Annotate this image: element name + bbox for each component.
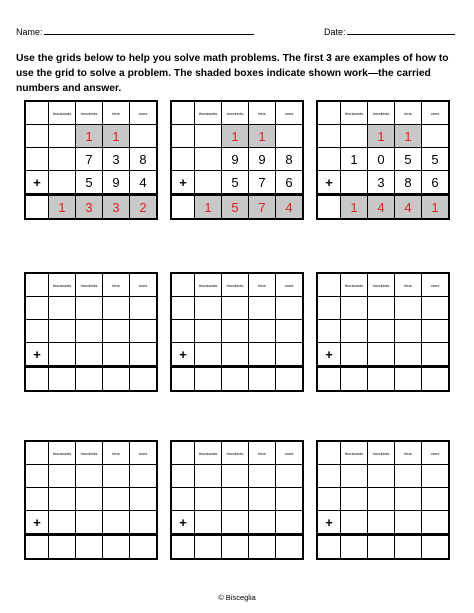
blank-digit-cell[interactable] bbox=[130, 320, 158, 343]
copyright-footer: © Bisceglia bbox=[218, 593, 256, 602]
blank-digit-cell[interactable] bbox=[368, 511, 395, 535]
answer-digit-cell: 4 bbox=[276, 195, 304, 220]
column-header-thousands: thousands bbox=[195, 273, 222, 297]
addend-row bbox=[171, 343, 303, 367]
carry-digit-cell: 1 bbox=[368, 125, 395, 148]
digit-cell: 6 bbox=[276, 171, 304, 195]
blank-digit-cell[interactable] bbox=[130, 125, 158, 148]
column-header-tens: tens bbox=[395, 101, 422, 125]
blank-digit-cell[interactable] bbox=[49, 148, 76, 171]
blank-digit-cell[interactable] bbox=[222, 320, 249, 343]
column-header-hundreds: hundreds bbox=[76, 441, 103, 465]
blank-digit-cell[interactable] bbox=[49, 320, 76, 343]
blank-digit-cell[interactable] bbox=[76, 465, 103, 488]
blank-digit-cell[interactable] bbox=[195, 511, 222, 535]
column-header-tens: tens bbox=[395, 441, 422, 465]
plus-sign: + bbox=[25, 171, 49, 195]
digit-cell: 9 bbox=[249, 148, 276, 171]
column-header-row bbox=[317, 101, 449, 125]
blank-digit-cell[interactable] bbox=[195, 535, 222, 560]
column-header-tens: tens bbox=[103, 273, 130, 297]
addend-row bbox=[171, 320, 303, 343]
date-line[interactable] bbox=[347, 26, 455, 35]
column-header-thousands: thousands bbox=[49, 101, 76, 125]
column-header-tens: tens bbox=[395, 273, 422, 297]
plus-sign: + bbox=[317, 343, 341, 367]
operator-cell bbox=[317, 297, 341, 320]
column-header-ones: ones bbox=[130, 441, 158, 465]
blank-digit-cell[interactable] bbox=[49, 535, 76, 560]
blank-digit-cell[interactable] bbox=[49, 297, 76, 320]
column-header-ones: ones bbox=[276, 273, 304, 297]
digit-cell: 6 bbox=[422, 171, 450, 195]
column-header-hundreds: hundreds bbox=[76, 273, 103, 297]
digit-cell: 7 bbox=[249, 171, 276, 195]
blank-digit-cell[interactable] bbox=[422, 343, 450, 367]
column-header-thousands: thousands bbox=[341, 441, 368, 465]
blank-digit-cell[interactable] bbox=[76, 297, 103, 320]
answer-digit-cell: 3 bbox=[103, 195, 130, 220]
blank-digit-cell[interactable] bbox=[249, 535, 276, 560]
answer-digit-cell: 4 bbox=[395, 195, 422, 220]
column-header-hundreds: hundreds bbox=[222, 101, 249, 125]
column-header-tens: tens bbox=[249, 101, 276, 125]
corner-cell bbox=[171, 273, 195, 297]
blank-digit-cell[interactable] bbox=[195, 320, 222, 343]
blank-digit-cell[interactable] bbox=[368, 535, 395, 560]
addend-row bbox=[25, 343, 157, 367]
corner-cell bbox=[317, 441, 341, 465]
addend-row bbox=[25, 511, 157, 535]
addend-row bbox=[317, 171, 449, 195]
column-header-thousands: thousands bbox=[195, 101, 222, 125]
blank-digit-cell[interactable] bbox=[49, 367, 76, 392]
blank-digit-cell[interactable] bbox=[276, 465, 304, 488]
operator-cell bbox=[171, 367, 195, 392]
column-header-row bbox=[171, 101, 303, 125]
addend-row bbox=[317, 148, 449, 171]
name-row bbox=[16, 26, 254, 37]
column-header-tens: tens bbox=[249, 273, 276, 297]
corner-cell bbox=[171, 101, 195, 125]
blank-digit-cell[interactable] bbox=[195, 488, 222, 511]
column-header-ones: ones bbox=[276, 101, 304, 125]
answer-row bbox=[317, 535, 449, 560]
plus-sign: + bbox=[171, 171, 195, 195]
blank-digit-cell[interactable] bbox=[422, 367, 450, 392]
operator-cell bbox=[25, 148, 49, 171]
answer-digit-cell: 1 bbox=[422, 195, 450, 220]
blank-digit-cell[interactable] bbox=[422, 297, 450, 320]
blank-digit-cell[interactable] bbox=[395, 511, 422, 535]
blank-digit-cell[interactable] bbox=[76, 343, 103, 367]
blank-digit-cell[interactable] bbox=[395, 343, 422, 367]
column-header-ones: ones bbox=[422, 101, 450, 125]
column-header-ones: ones bbox=[130, 101, 158, 125]
digit-cell: 9 bbox=[103, 171, 130, 195]
blank-digit-cell[interactable] bbox=[276, 297, 304, 320]
addend-row bbox=[317, 320, 449, 343]
blank-digit-cell[interactable] bbox=[249, 297, 276, 320]
blank-digit-cell[interactable] bbox=[422, 125, 450, 148]
blank-digit-cell[interactable] bbox=[49, 511, 76, 535]
blank-digit-cell[interactable] bbox=[222, 465, 249, 488]
operator-cell bbox=[317, 125, 341, 148]
blank-digit-cell[interactable] bbox=[368, 488, 395, 511]
name-label: Name: bbox=[16, 27, 43, 37]
answer-digit-cell: 4 bbox=[368, 195, 395, 220]
blank-digit-cell[interactable] bbox=[49, 125, 76, 148]
column-header-thousands: thousands bbox=[341, 101, 368, 125]
operator-cell bbox=[171, 297, 195, 320]
digit-cell: 8 bbox=[276, 148, 304, 171]
column-header-hundreds: hundreds bbox=[368, 441, 395, 465]
column-header-hundreds: hundreds bbox=[222, 441, 249, 465]
blank-digit-cell[interactable] bbox=[222, 343, 249, 367]
answer-row bbox=[25, 535, 157, 560]
plus-sign: + bbox=[25, 343, 49, 367]
carry-digit-cell: 1 bbox=[76, 125, 103, 148]
corner-cell bbox=[171, 441, 195, 465]
blank-digit-cell[interactable] bbox=[422, 320, 450, 343]
operator-cell bbox=[171, 320, 195, 343]
operator-cell bbox=[25, 535, 49, 560]
digit-cell: 8 bbox=[130, 148, 158, 171]
digit-cell: 1 bbox=[341, 148, 368, 171]
operator-cell bbox=[317, 195, 341, 220]
blank-digit-cell[interactable] bbox=[49, 343, 76, 367]
blank-digit-cell[interactable] bbox=[341, 297, 368, 320]
operator-cell bbox=[25, 297, 49, 320]
addend-row bbox=[171, 171, 303, 195]
carry-row bbox=[171, 125, 303, 148]
answer-digit-cell: 5 bbox=[222, 195, 249, 220]
digit-cell: 3 bbox=[368, 171, 395, 195]
operator-cell bbox=[317, 367, 341, 392]
blank-digit-cell[interactable] bbox=[395, 465, 422, 488]
blank-digit-cell[interactable] bbox=[341, 320, 368, 343]
column-header-tens: tens bbox=[249, 441, 276, 465]
blank-digit-cell[interactable] bbox=[395, 488, 422, 511]
blank-digit-cell[interactable] bbox=[195, 465, 222, 488]
blank-digit-cell[interactable] bbox=[422, 488, 450, 511]
answer-digit-cell: 3 bbox=[76, 195, 103, 220]
blank-digit-cell[interactable] bbox=[130, 535, 158, 560]
date-label: Date: bbox=[324, 27, 346, 37]
blank-digit-cell[interactable] bbox=[249, 511, 276, 535]
name-line[interactable] bbox=[44, 26, 254, 35]
blank-digit-cell[interactable] bbox=[222, 367, 249, 392]
addition-grid-6 bbox=[316, 272, 450, 392]
blank-digit-cell[interactable] bbox=[195, 367, 222, 392]
blank-digit-cell[interactable] bbox=[76, 367, 103, 392]
column-header-row bbox=[25, 273, 157, 297]
column-header-tens: tens bbox=[103, 441, 130, 465]
blank-digit-cell[interactable] bbox=[276, 535, 304, 560]
blank-digit-cell[interactable] bbox=[368, 297, 395, 320]
digit-cell: 7 bbox=[76, 148, 103, 171]
addition-grid-2 bbox=[170, 100, 304, 220]
answer-row bbox=[25, 367, 157, 392]
blank-digit-cell[interactable] bbox=[276, 320, 304, 343]
blank-digit-cell[interactable] bbox=[276, 125, 304, 148]
blank-digit-cell[interactable] bbox=[276, 343, 304, 367]
column-header-row bbox=[317, 441, 449, 465]
addend-row bbox=[25, 148, 157, 171]
blank-digit-cell[interactable] bbox=[341, 488, 368, 511]
blank-digit-cell[interactable] bbox=[103, 465, 130, 488]
addition-grid-9 bbox=[316, 440, 450, 560]
digit-cell: 5 bbox=[422, 148, 450, 171]
answer-row bbox=[25, 195, 157, 220]
operator-cell bbox=[171, 148, 195, 171]
addition-grid-3 bbox=[316, 100, 450, 220]
carry-digit-cell: 1 bbox=[222, 125, 249, 148]
column-header-ones: ones bbox=[130, 273, 158, 297]
blank-digit-cell[interactable] bbox=[76, 535, 103, 560]
blank-digit-cell[interactable] bbox=[249, 465, 276, 488]
blank-digit-cell[interactable] bbox=[222, 297, 249, 320]
blank-digit-cell[interactable] bbox=[76, 488, 103, 511]
blank-digit-cell[interactable] bbox=[130, 367, 158, 392]
blank-digit-cell[interactable] bbox=[130, 488, 158, 511]
operator-cell bbox=[25, 367, 49, 392]
blank-digit-cell[interactable] bbox=[195, 297, 222, 320]
carry-row bbox=[317, 465, 449, 488]
blank-digit-cell[interactable] bbox=[49, 171, 76, 195]
operator-cell bbox=[25, 195, 49, 220]
operator-cell bbox=[317, 320, 341, 343]
blank-digit-cell[interactable] bbox=[195, 125, 222, 148]
addition-grid-1 bbox=[24, 100, 158, 220]
blank-digit-cell[interactable] bbox=[130, 297, 158, 320]
blank-digit-cell[interactable] bbox=[195, 148, 222, 171]
blank-digit-cell[interactable] bbox=[49, 465, 76, 488]
operator-cell bbox=[171, 125, 195, 148]
column-header-hundreds: hundreds bbox=[76, 101, 103, 125]
addend-row bbox=[317, 488, 449, 511]
answer-digit-cell: 1 bbox=[341, 195, 368, 220]
answer-row bbox=[171, 535, 303, 560]
column-header-row bbox=[25, 441, 157, 465]
carry-row bbox=[25, 125, 157, 148]
blank-digit-cell[interactable] bbox=[103, 535, 130, 560]
blank-digit-cell[interactable] bbox=[341, 125, 368, 148]
blank-digit-cell[interactable] bbox=[341, 367, 368, 392]
blank-digit-cell[interactable] bbox=[130, 465, 158, 488]
blank-digit-cell[interactable] bbox=[103, 488, 130, 511]
blank-digit-cell[interactable] bbox=[341, 465, 368, 488]
addend-row bbox=[171, 511, 303, 535]
column-header-ones: ones bbox=[276, 441, 304, 465]
column-header-thousands: thousands bbox=[49, 273, 76, 297]
operator-cell bbox=[25, 465, 49, 488]
digit-cell: 5 bbox=[222, 171, 249, 195]
carry-row bbox=[171, 297, 303, 320]
blank-digit-cell[interactable] bbox=[103, 367, 130, 392]
instructions: Use the grids below to help you solve math problems. The first 3 are examples of how to use the grid to solve a problem. The shaded boxes indicate shown work—the carried numbers and answer. bbox=[16, 53, 449, 94]
blank-digit-cell[interactable] bbox=[368, 343, 395, 367]
blank-digit-cell[interactable] bbox=[341, 535, 368, 560]
addend-row bbox=[317, 343, 449, 367]
blank-digit-cell[interactable] bbox=[341, 511, 368, 535]
blank-digit-cell[interactable] bbox=[103, 343, 130, 367]
plus-sign: + bbox=[171, 511, 195, 535]
answer-row bbox=[317, 367, 449, 392]
operator-cell bbox=[317, 535, 341, 560]
date-row bbox=[324, 26, 455, 37]
digit-cell: 5 bbox=[76, 171, 103, 195]
addend-row bbox=[171, 488, 303, 511]
column-header-row bbox=[171, 273, 303, 297]
column-header-hundreds: hundreds bbox=[368, 101, 395, 125]
blank-digit-cell[interactable] bbox=[341, 171, 368, 195]
blank-digit-cell[interactable] bbox=[368, 465, 395, 488]
addend-row bbox=[171, 148, 303, 171]
answer-row bbox=[171, 367, 303, 392]
corner-cell bbox=[317, 101, 341, 125]
addend-row bbox=[25, 488, 157, 511]
operator-cell bbox=[171, 465, 195, 488]
answer-row bbox=[317, 195, 449, 220]
digit-cell: 8 bbox=[395, 171, 422, 195]
blank-digit-cell[interactable] bbox=[395, 535, 422, 560]
addition-grid-7 bbox=[24, 440, 158, 560]
addend-row bbox=[317, 511, 449, 535]
column-header-ones: ones bbox=[422, 441, 450, 465]
plus-sign: + bbox=[317, 171, 341, 195]
plus-sign: + bbox=[171, 343, 195, 367]
blank-digit-cell[interactable] bbox=[103, 511, 130, 535]
blank-digit-cell[interactable] bbox=[395, 367, 422, 392]
blank-digit-cell[interactable] bbox=[76, 511, 103, 535]
blank-digit-cell[interactable] bbox=[49, 488, 76, 511]
answer-digit-cell: 1 bbox=[195, 195, 222, 220]
plus-sign: + bbox=[317, 511, 341, 535]
blank-digit-cell[interactable] bbox=[222, 511, 249, 535]
blank-digit-cell[interactable] bbox=[276, 511, 304, 535]
digit-cell: 4 bbox=[130, 171, 158, 195]
digit-cell: 3 bbox=[103, 148, 130, 171]
digit-cell: 0 bbox=[368, 148, 395, 171]
column-header-row bbox=[317, 273, 449, 297]
addition-grid-5 bbox=[170, 272, 304, 392]
blank-digit-cell[interactable] bbox=[422, 465, 450, 488]
blank-digit-cell[interactable] bbox=[276, 367, 304, 392]
blank-digit-cell[interactable] bbox=[222, 488, 249, 511]
carry-digit-cell: 1 bbox=[395, 125, 422, 148]
carry-row bbox=[317, 125, 449, 148]
operator-cell bbox=[25, 320, 49, 343]
blank-digit-cell[interactable] bbox=[130, 343, 158, 367]
operator-cell bbox=[25, 125, 49, 148]
answer-digit-cell: 2 bbox=[130, 195, 158, 220]
corner-cell bbox=[25, 101, 49, 125]
blank-digit-cell[interactable] bbox=[195, 343, 222, 367]
blank-digit-cell[interactable] bbox=[368, 320, 395, 343]
plus-sign: + bbox=[25, 511, 49, 535]
blank-digit-cell[interactable] bbox=[130, 511, 158, 535]
blank-digit-cell[interactable] bbox=[195, 171, 222, 195]
blank-digit-cell[interactable] bbox=[222, 535, 249, 560]
operator-cell bbox=[171, 535, 195, 560]
digit-cell: 5 bbox=[395, 148, 422, 171]
carry-digit-cell: 1 bbox=[249, 125, 276, 148]
blank-digit-cell[interactable] bbox=[103, 297, 130, 320]
blank-digit-cell[interactable] bbox=[341, 343, 368, 367]
carry-digit-cell: 1 bbox=[103, 125, 130, 148]
answer-row bbox=[171, 195, 303, 220]
corner-cell bbox=[25, 273, 49, 297]
answer-digit-cell: 7 bbox=[249, 195, 276, 220]
column-header-thousands: thousands bbox=[195, 441, 222, 465]
column-header-row bbox=[171, 441, 303, 465]
answer-digit-cell: 1 bbox=[49, 195, 76, 220]
column-header-hundreds: hundreds bbox=[222, 273, 249, 297]
column-header-hundreds: hundreds bbox=[368, 273, 395, 297]
blank-digit-cell[interactable] bbox=[395, 297, 422, 320]
operator-cell bbox=[317, 148, 341, 171]
blank-digit-cell[interactable] bbox=[422, 511, 450, 535]
corner-cell bbox=[25, 441, 49, 465]
blank-digit-cell[interactable] bbox=[249, 343, 276, 367]
blank-digit-cell[interactable] bbox=[249, 320, 276, 343]
column-header-tens: tens bbox=[103, 101, 130, 125]
blank-digit-cell[interactable] bbox=[422, 535, 450, 560]
operator-cell bbox=[171, 195, 195, 220]
corner-cell bbox=[317, 273, 341, 297]
blank-digit-cell[interactable] bbox=[249, 488, 276, 511]
blank-digit-cell[interactable] bbox=[368, 367, 395, 392]
column-header-ones: ones bbox=[422, 273, 450, 297]
column-header-row bbox=[25, 101, 157, 125]
operator-cell bbox=[317, 465, 341, 488]
blank-digit-cell[interactable] bbox=[249, 367, 276, 392]
carry-row bbox=[25, 465, 157, 488]
carry-row bbox=[171, 465, 303, 488]
blank-digit-cell[interactable] bbox=[103, 320, 130, 343]
addition-grid-4 bbox=[24, 272, 158, 392]
column-header-thousands: thousands bbox=[341, 273, 368, 297]
carry-row bbox=[317, 297, 449, 320]
operator-cell bbox=[317, 488, 341, 511]
digit-cell: 9 bbox=[222, 148, 249, 171]
addend-row bbox=[25, 320, 157, 343]
operator-cell bbox=[25, 488, 49, 511]
blank-digit-cell[interactable] bbox=[76, 320, 103, 343]
addition-grid-8 bbox=[170, 440, 304, 560]
carry-row bbox=[25, 297, 157, 320]
operator-cell bbox=[171, 488, 195, 511]
blank-digit-cell[interactable] bbox=[276, 488, 304, 511]
column-header-thousands: thousands bbox=[49, 441, 76, 465]
addend-row bbox=[25, 171, 157, 195]
blank-digit-cell[interactable] bbox=[395, 320, 422, 343]
